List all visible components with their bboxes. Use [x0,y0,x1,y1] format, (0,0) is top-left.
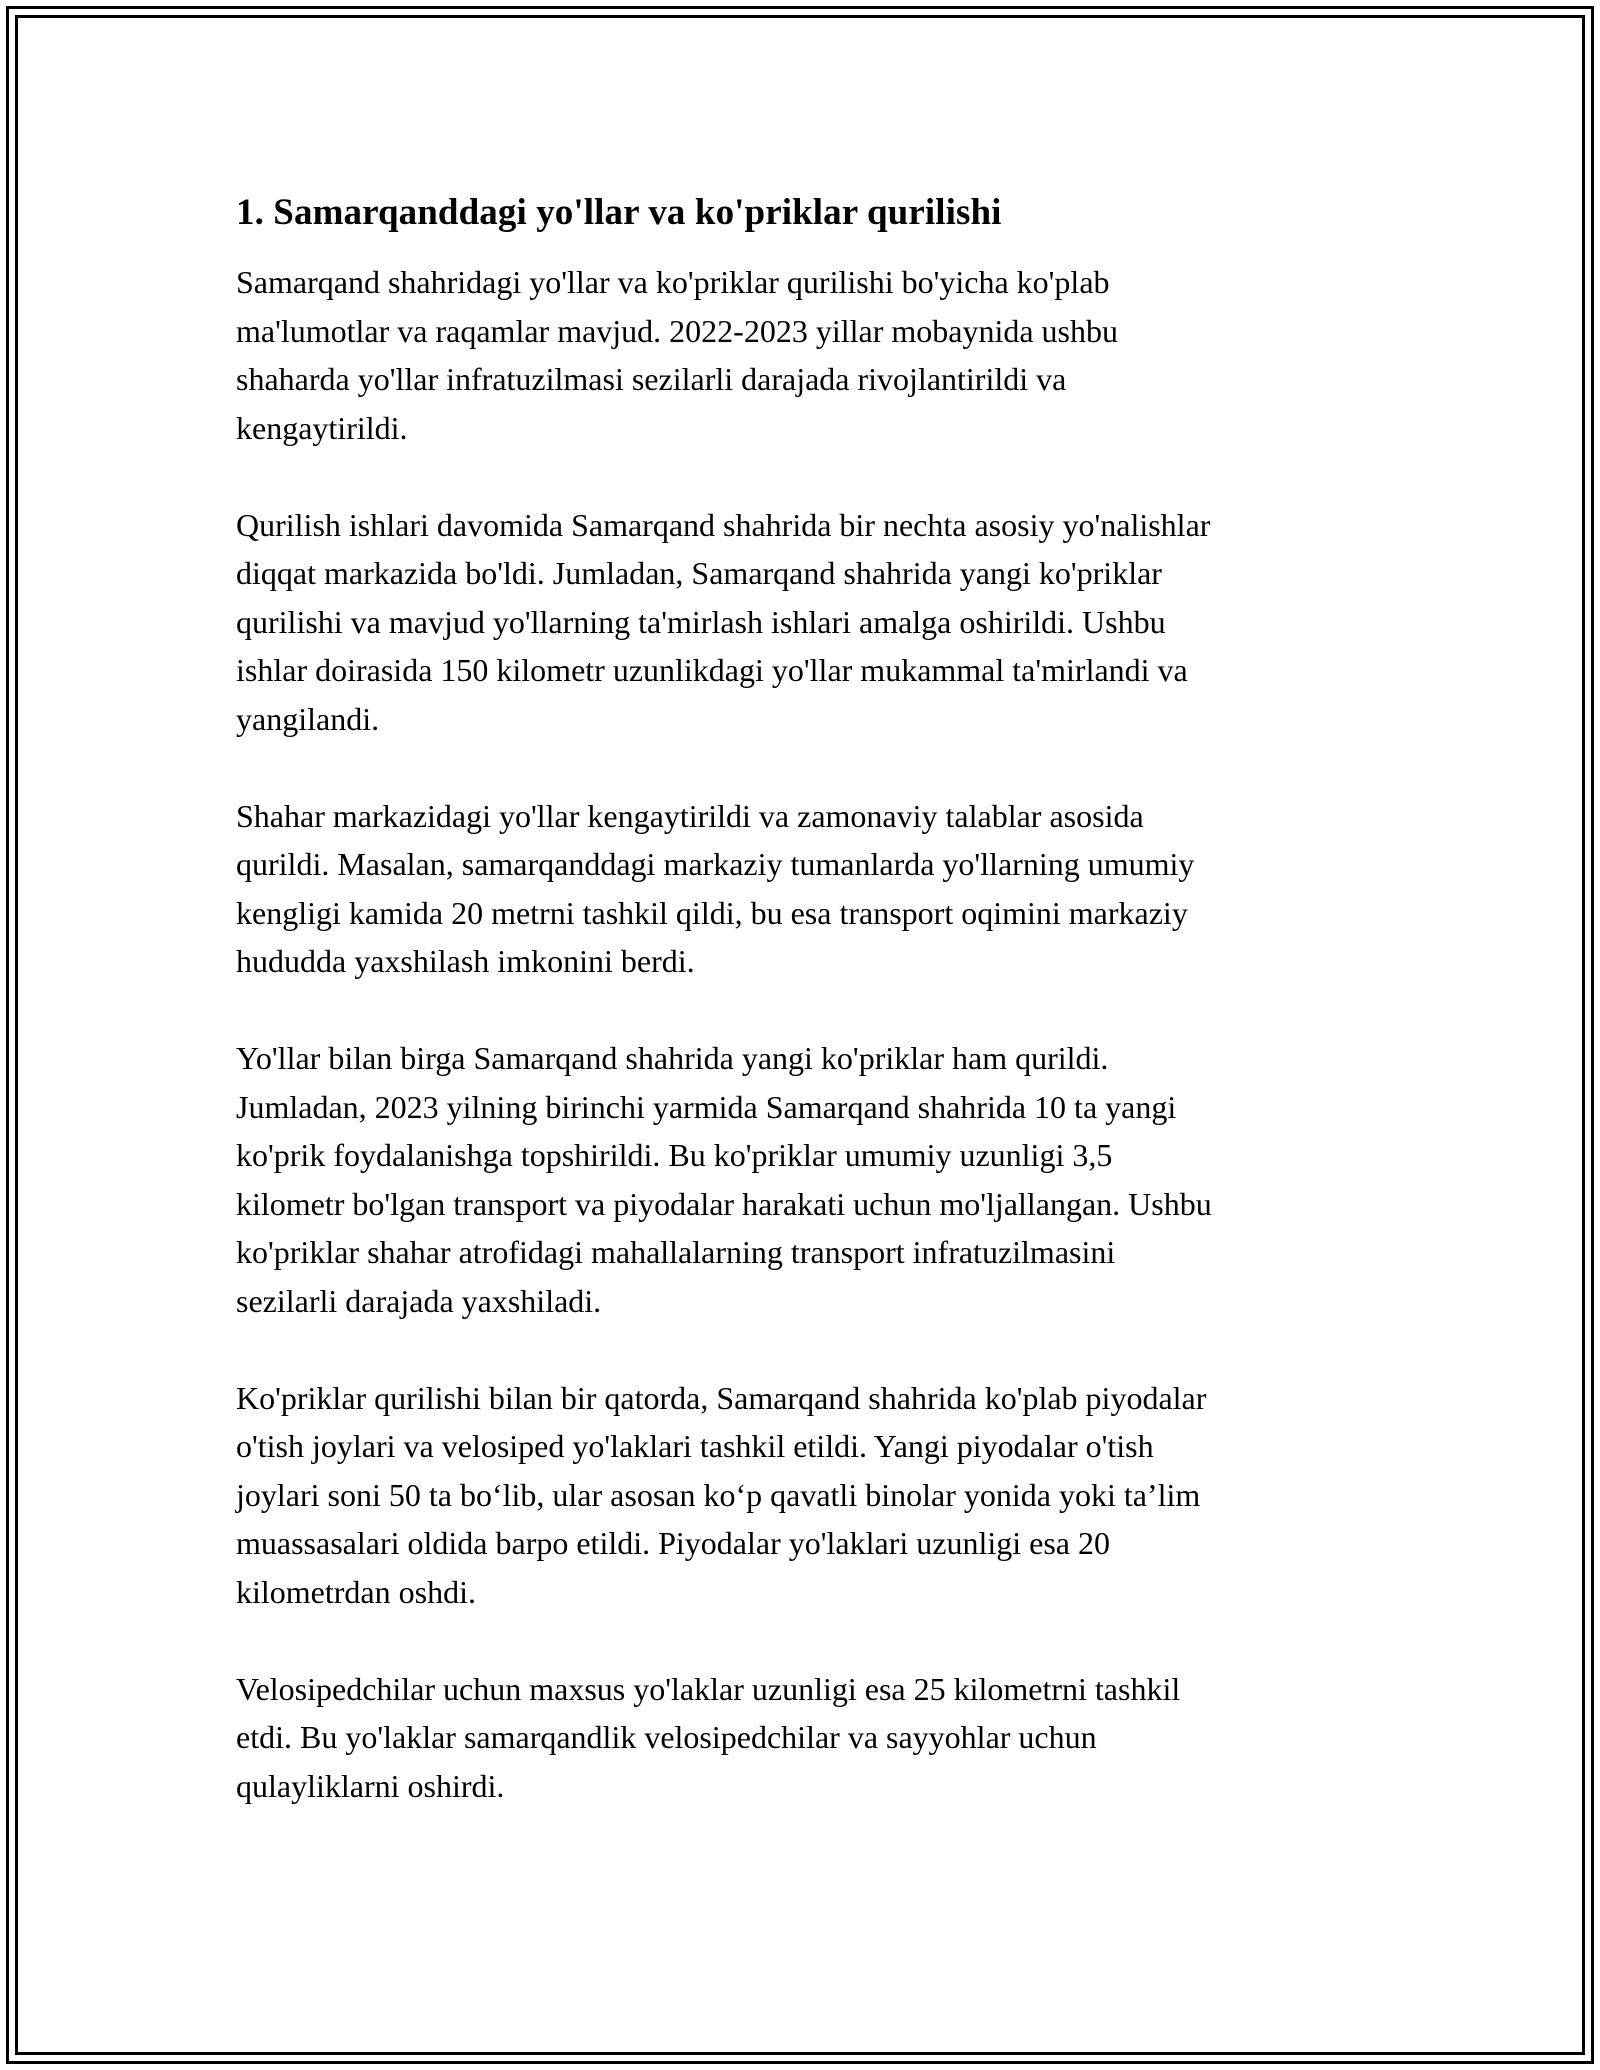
paragraph-roads-overview [236,258,1366,452]
document-body [236,188,1366,1810]
text-line: etdi. Bu yo'laklar samarqandlik velosipedchilar va sayyohlar uchun [236,1719,1097,1755]
text-line: qulayliklarni oshirdi. [236,1767,505,1804]
text-line: Ko'priklar qurilishi bilan bir qatorda, Samarqand shahrida ko'plab piyodalar [236,1379,1207,1416]
text-line: kilometrdan oshdi. [236,1573,476,1610]
text-line: kilometr bo'lgan transport va piyodalar harakati uchun mo'ljallangan. Ushbu [236,1185,1212,1222]
text-line: ko'priklar shahar atrofidagi mahallalarning transport infratuzilmasini [236,1234,1116,1270]
text-line: ma'lumotlar va raqamlar mavjud. 2022-2023 yillar mobaynida ushbu [236,312,1118,349]
text-line: shaharda yo'llar infratuzilmasi sezilarli darajada rivojlantirildi va [236,361,1067,397]
section-heading: 1. Samarqanddagi yo'llar va ko'priklar qurilishi [236,192,1002,233]
text-line: Shahar markazidagi yo'llar kengaytirildi va zamonaviy talablar asosida [236,797,1144,834]
text-line: diqqat markazida bo'ldi. Jumladan, Samarqand shahrida yangi ko'priklar [236,555,1162,591]
text-line: sezilarli darajada yaxshiladi. [236,1282,602,1319]
paragraph-pedestrian-crossings [236,1374,1366,1617]
text-line: kengligi kamida 20 metrni tashkil qildi, bu esa transport oqimini markaziy [236,894,1188,931]
text-line: Qurilish ishlari davomida Samarqand shahrida bir nechta asosiy yo'nalishlar [236,506,1211,543]
text-line: qurildi. Masalan, samarqanddagi markaziy tumanlarda yo'llarning umumiy [236,846,1195,882]
text-line: qurilishi va mavjud yo'llarning ta'mirlash ishlari amalga oshirildi. Ushbu [236,603,1166,640]
text-line: Jumladan, 2023 yilning birinchi yarmida Samarqand shahrida 10 ta yangi [236,1088,1177,1125]
paragraph-construction-directions [236,501,1366,744]
text-line: o'tish joylari va velosiped yo'laklari tashkil etildi. Yangi piyodalar o'tish [236,1428,1154,1464]
text-line: kengaytirildi. [236,409,408,446]
text-line: joylari soni 50 ta bo‘lib, ular asosan ko‘p qavatli binolar yonida yoki ta’lim [236,1476,1201,1513]
text-line: muassasalari oldida barpo etildi. Piyodalar yo'laklari uzunligi esa 20 [236,1525,1110,1561]
text-line: Samarqand shahridagi yo'llar va ko'priklar qurilishi bo'yicha ko'plab [236,264,1110,300]
paragraph-new-bridges [236,1034,1366,1325]
text-line: Velosipedchilar uchun maxsus yo'laklar uzunligi esa 25 kilometrni tashkil [236,1670,1181,1707]
text-line: ko'prik foydalanishga topshirildi. Bu ko'priklar umumiy uzunligi 3,5 [236,1137,1113,1173]
paragraph-bicycle-lanes [236,1665,1366,1811]
text-line: Yo'llar bilan birga Samarqand shahrida yangi ko'priklar ham qurildi. [236,1040,1109,1076]
paragraph-city-center-roads [236,792,1366,986]
text-line: ishlar doirasida 150 kilometr uzunlikdagi yo'llar mukammal ta'mirlandi va [236,652,1188,688]
text-line: yangilandi. [236,700,380,737]
text-line: hududda yaxshilash imkonini berdi. [236,943,695,979]
